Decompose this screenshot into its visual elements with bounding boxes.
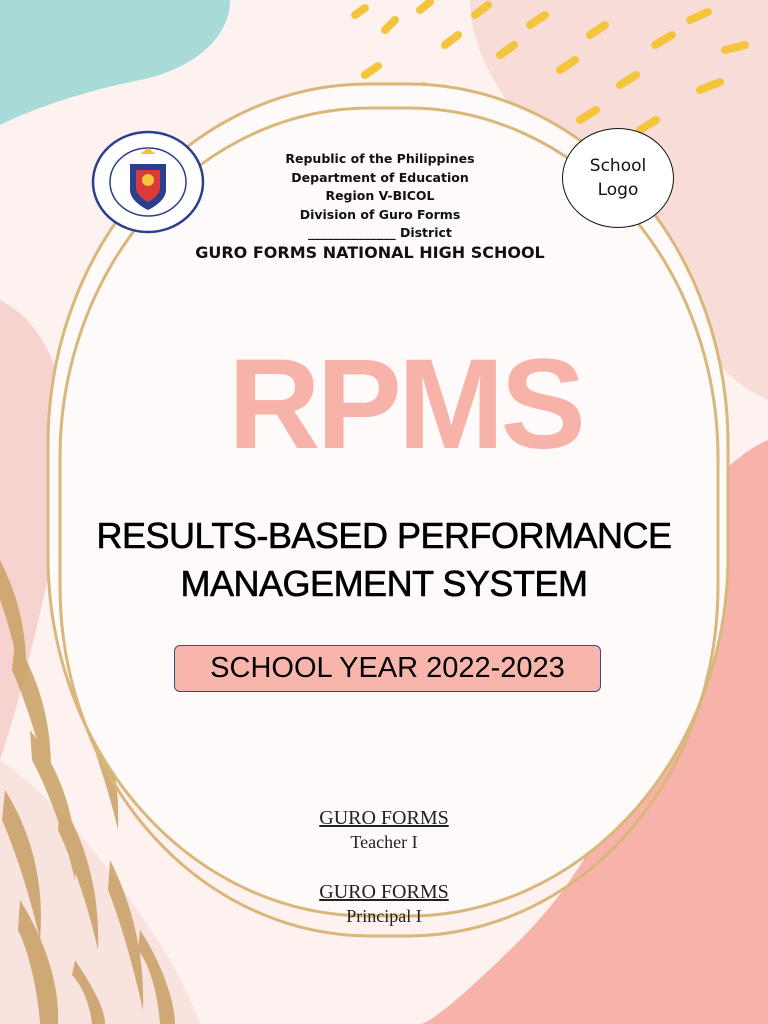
school-logo-placeholder	[562, 128, 674, 228]
signatory-teacher	[240, 806, 528, 854]
deped-seal-icon	[90, 130, 206, 234]
signatory-position: Principal I	[346, 906, 422, 926]
signatory-name: GURO FORMS	[319, 881, 449, 903]
header-department: Department of Education	[291, 169, 469, 185]
signatory-principal	[240, 880, 528, 928]
header-division: Division of Guro Forms	[299, 206, 461, 222]
rpms-acronym: RPMS	[228, 333, 582, 476]
signatory-name: GURO FORMS	[319, 807, 449, 829]
title-line1: RESULTS-BASED PERFORMANCE	[96, 515, 672, 556]
header-district: ______________ District	[308, 225, 452, 240]
school-name: GURO FORMS NATIONAL HIGH SCHOOL	[195, 243, 545, 262]
logo-text-line1: School	[589, 156, 647, 176]
signatory-position: Teacher I	[350, 832, 418, 852]
header-republic: Republic of the Philippines	[285, 151, 475, 166]
logo-text-line2: Logo	[597, 180, 639, 200]
agency-header	[220, 150, 540, 243]
document-title	[40, 512, 728, 608]
header-region: Region V-BICOL	[325, 188, 435, 203]
title-line2: MANAGEMENT SYSTEM	[180, 563, 588, 604]
school-year-box: SCHOOL YEAR 2022-2023	[174, 645, 601, 692]
